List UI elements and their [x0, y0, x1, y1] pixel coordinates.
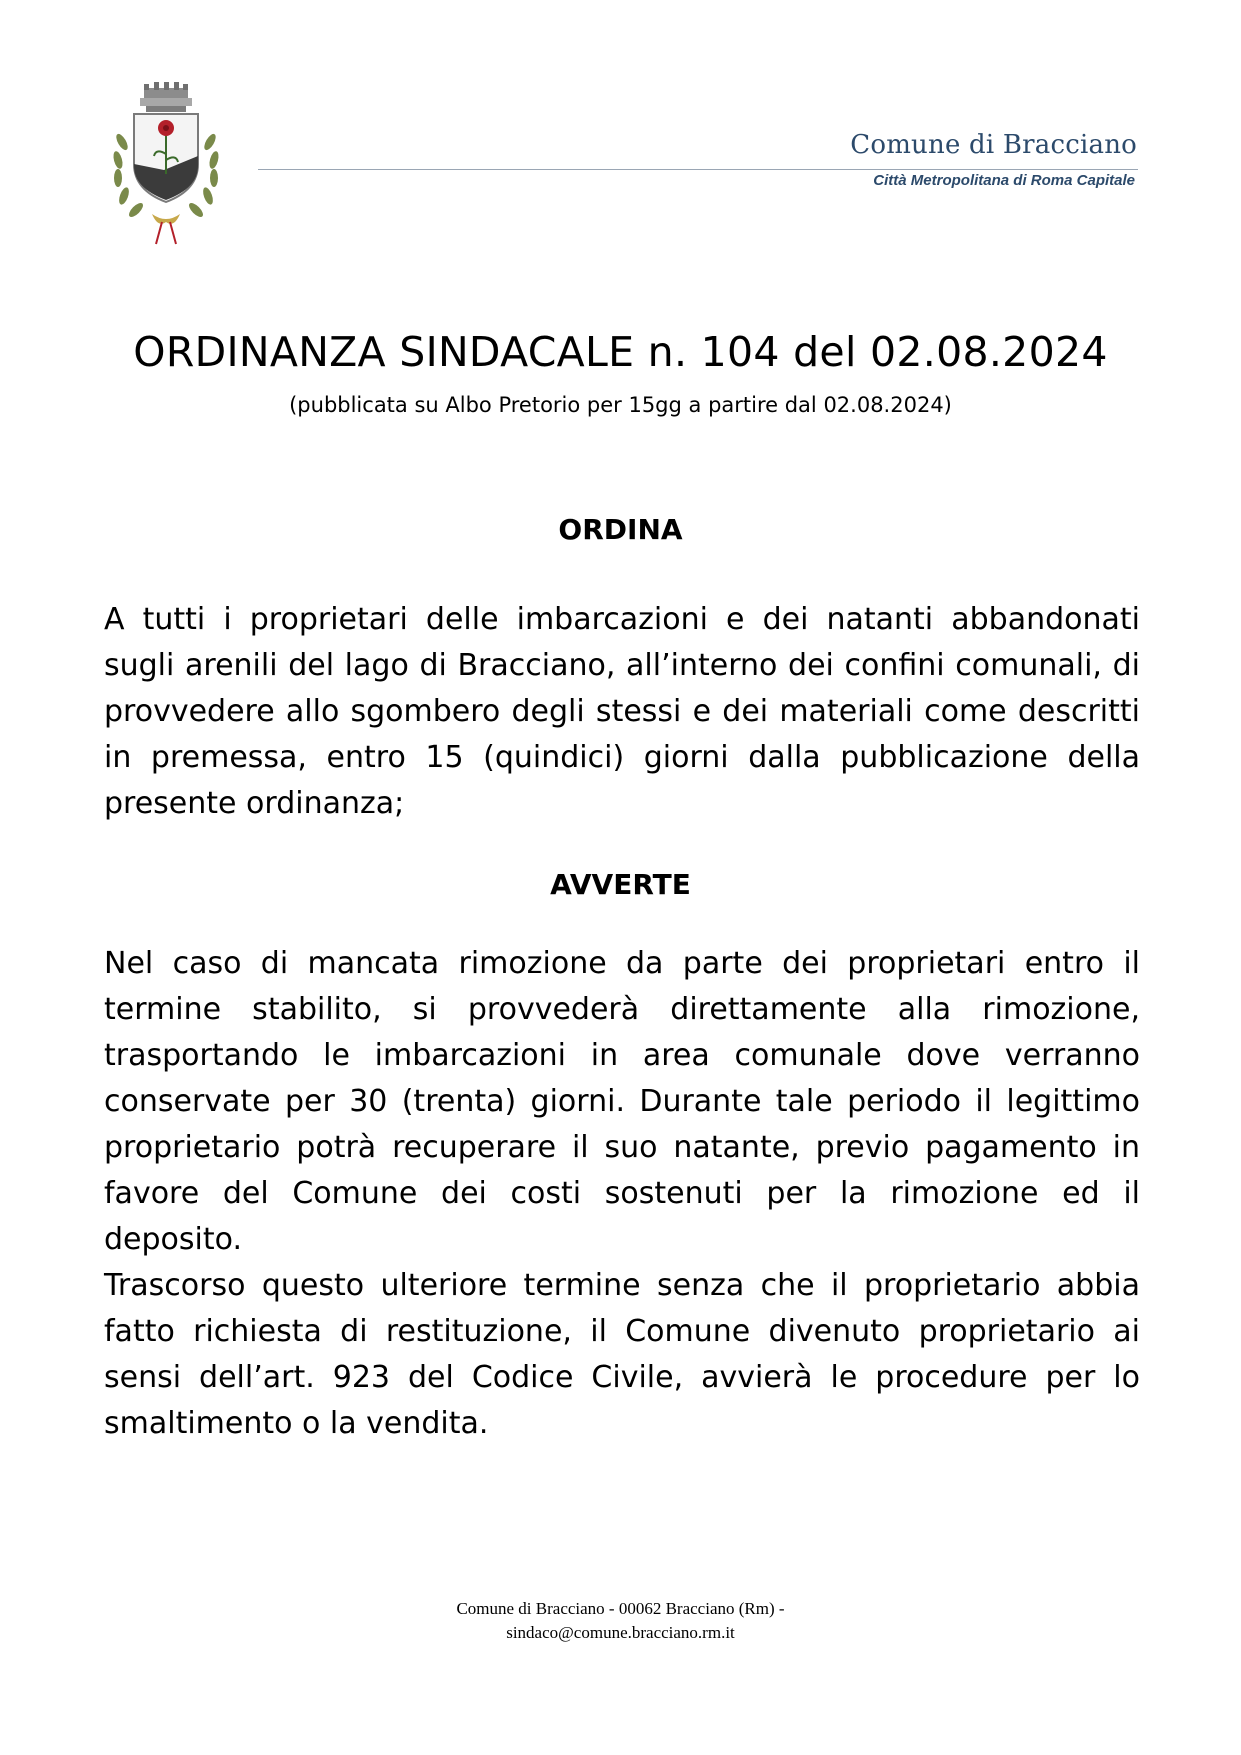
header-divider: [258, 169, 1138, 170]
avverte-heading: AVVERTE: [550, 868, 691, 901]
publication-note: (pubblicata su Albo Pretorio per 15gg a partire dal 02.08.2024): [289, 393, 952, 417]
avverte-paragraph-2: Trascorso questo ulteriore termine senza che il proprietario abbia fatto richiesta di restituzione, il Comune divenuto proprietario ai sensi dell’art. 923 del Codice Civile, avvierà le procedure per lo smaltimento o la vendita.: [104, 1268, 1140, 1441]
footer-address: Comune di Bracciano - 00062 Bracciano (Rm) -: [456, 1599, 785, 1618]
footer: [0, 1597, 1241, 1645]
municipality-name: Comune di Bracciano: [850, 130, 1137, 160]
avverte-paragraph-1: Nel caso di mancata rimozione da parte dei proprietari entro il termine stabilito, si provvederà direttamente alla rimozione, trasportando le imbarcazioni in area comunale dove verranno conservate per 30 (trenta) giorni. Durante tale periodo il legittimo proprietario potrà recuperare il suo natante, previo pagamento in favore del Comune dei costi sostenuti per la rimozione ed il deposito.: [104, 946, 1140, 1257]
coat-of-arms-icon: [104, 82, 228, 252]
footer-email[interactable]: sindaco@comune.bracciano.rm.it: [506, 1623, 735, 1642]
region-name: Città Metropolitana di Roma Capitale: [873, 172, 1135, 189]
ordina-paragraph: A tutti i proprietari delle imbarcazioni e dei natanti abbandonati sugli arenili del lago di Bracciano, all’interno dei confini comunali, di provvedere allo sgombero degli stessi e dei materiali come descritti in premessa, entro 15 (quindici) giorni dalla pubblicazione della presente ordinanza;: [104, 602, 1140, 821]
ordina-heading: ORDINA: [558, 513, 683, 546]
document-title: ORDINANZA SINDACALE n. 104 del 02.08.2024: [133, 328, 1108, 376]
